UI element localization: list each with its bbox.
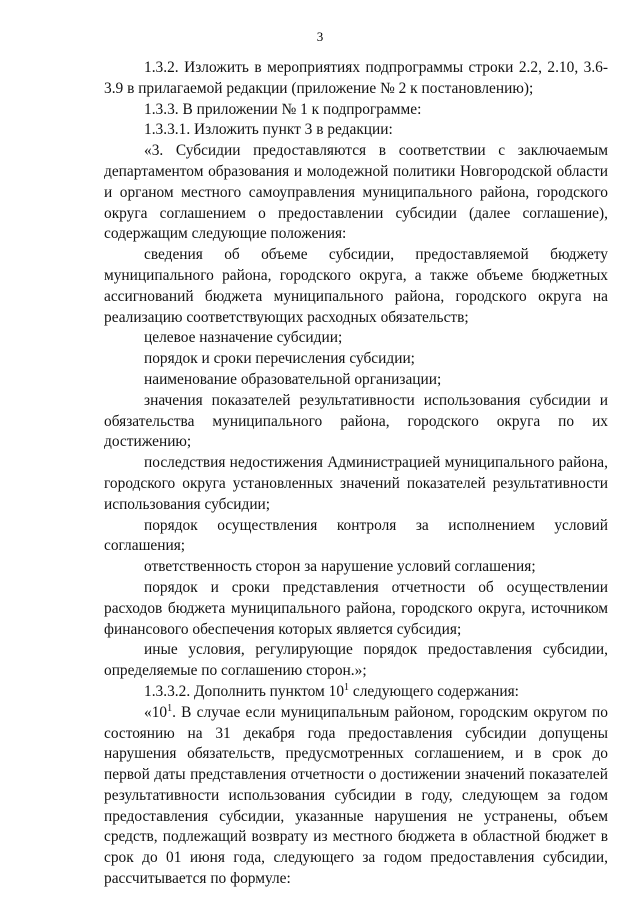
paragraph: порядок осуществления контроля за исполнением условий соглашения;: [104, 516, 608, 555]
paragraph: последствия недостижения Администрацией муниципального района, городского округа установленных значений показателей результативности использования субсидии;: [104, 454, 608, 513]
paragraph: наименование образовательной организации;: [144, 370, 442, 388]
superscript: 1: [167, 702, 173, 714]
paragraph: ответственность сторон за нарушение условий соглашения;: [144, 558, 536, 576]
page-number: 3: [316, 29, 324, 44]
paragraph: порядок и сроки представления отчетности об осуществлении расходов бюджета муниципального района, городского округа, источником финансового обеспечения которых является субсидия;: [104, 578, 608, 638]
text-run: 1.3.3.2. Дополнить пунктом 10: [144, 682, 345, 700]
paragraph-point-10-1: [104, 703, 608, 890]
paragraph: 1.3.3.1. Изложить пункт 3 в редакции:: [144, 121, 393, 139]
paragraph: сведения об объеме субсидии, предоставляемой бюджету муниципального района, городского округа, а также объеме бюджетных ассигнований бюджета муниципального района, городского округа на реализацию соответствующих расходных обязательств;: [104, 246, 608, 326]
paragraph: 1.3.2. Изложить в мероприятиях подпрограммы строки 2.2, 2.10, 3.6-3.9 в прилагаемой редакции (приложение № 2 к постановлению);: [104, 59, 608, 97]
text-run: следующего содержания:: [349, 682, 519, 700]
paragraph: иные условия, регулирующие порядок предоставления субсидии, определяемые по соглашению сторон.»;: [104, 641, 608, 680]
text-run: «10: [144, 703, 168, 721]
superscript: 1: [344, 681, 350, 693]
document-body: [104, 58, 608, 890]
text-run: . В случае если муниципальным районом, городским округом по состоянию на 31 декабря года предоставления субсидии допущены нарушения обязательств, предусмотренных соглашением, и в срок до первой даты представления отчетности о достижении значений показателей результативности использования субсидии в году, следующем за годом предоставления субсидии, указанные нарушения не устранены, объем средств, подлежащий возврату из местного бюджета в областной бюджет в срок до 01 июня года, следующего за годом предоставления субсидии, рассчитывается по формуле:: [104, 703, 608, 888]
paragraph-add-point: [104, 682, 608, 703]
paragraph: «3. Субсидии предоставляются в соответствии с заключаемым департаментом образования и молодежной политики Новгородской области и органом местного самоуправления муниципального района, городского округа соглашением о предоставлении субсидии (далее соглашение), содержащим следующие положения:: [104, 142, 608, 243]
paragraph: значения показателей результативности использования субсидии и обязательства муниципального района, городского округа по их достижению;: [104, 391, 608, 451]
paragraph: 1.3.3. В приложении № 1 к подпрограмме:: [144, 100, 422, 118]
paragraph: целевое назначение субсидии;: [144, 329, 343, 347]
paragraph: порядок и сроки перечисления субсидии;: [144, 350, 415, 368]
